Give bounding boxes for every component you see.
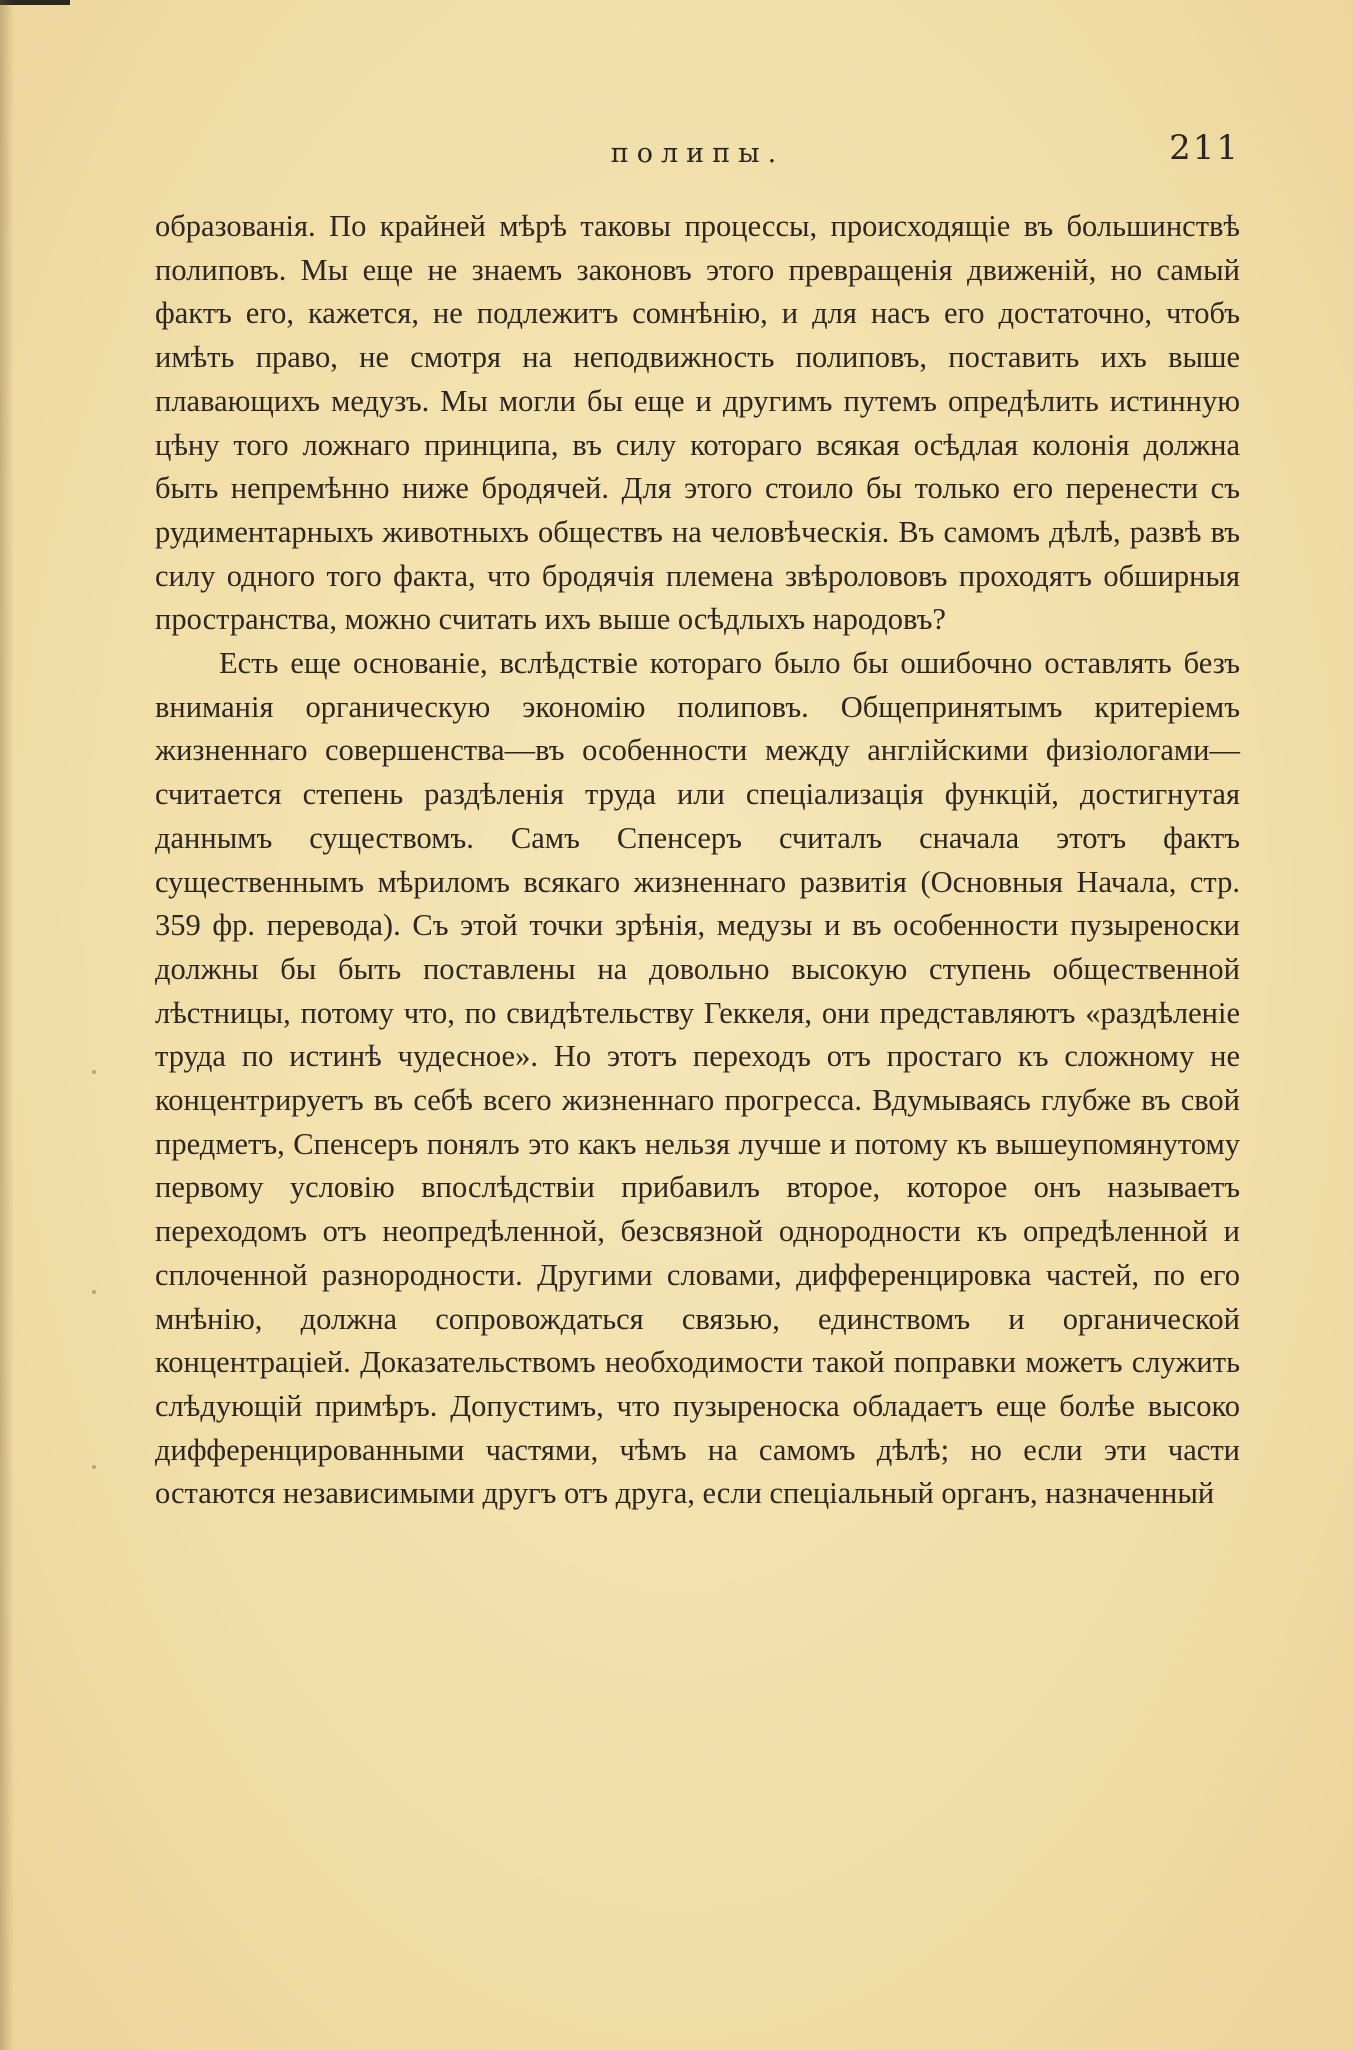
paper-speck bbox=[92, 1290, 96, 1294]
paper-specks bbox=[92, 1070, 98, 1470]
body-text bbox=[155, 205, 1240, 1516]
paper-speck bbox=[92, 1070, 96, 1074]
running-header bbox=[155, 128, 1240, 178]
gutter-shadow bbox=[0, 0, 14, 2050]
paragraph-2: Есть еще основаніе, вслѣдствіе котораго было бы ошибочно оставлять безъ вниманія органическую экономію полиповъ. Общепринятымъ критеріемъ жизненнаго совершенства—въ особенности между англійскими физіологами—считается степень раздѣленія труда или спеціализація функцій, достигнутая даннымъ существомъ. Самъ Спенсеръ считалъ сначала этотъ фактъ существеннымъ мѣриломъ всякаго жизненнаго развитія (Основныя Начала, стр. 359 фр. перевода). Съ этой точки зрѣнія, медузы и въ особенности пузыреноски должны бы быть поставлены на довольно высокую ступень общественной лѣстницы, потому что, по свидѣтельству Геккеля, они представляютъ «раздѣленіе труда по истинѣ чудесное». Но этотъ переходъ отъ простаго къ сложному не концентрируетъ въ себѣ всего жизненнаго прогресса. Вдумываясь глубже въ свой предметъ, Спенсеръ понялъ это какъ нельзя лучше и потому къ вышеупомянутому первому условію впослѣдствіи прибавилъ второе, которое онъ называетъ переходомъ отъ неопредѣленной, безсвязной однородности къ опредѣленной и сплоченной разнородности. Другими словами, дифференцировка частей, по его мнѣнію, должна сопровождаться связью, единствомъ и органической концентраціей. Доказательствомъ необходимости такой поправки можетъ служить слѣдующій примѣръ. Допустимъ, что пузыреноска обладаетъ еще болѣе высоко дифференцированными частями, чѣмъ на самомъ дѣлѣ; но если эти части остаются независимыми другъ отъ друга, если спеціальный органъ, назначенный bbox=[155, 646, 1240, 1511]
running-title: полипы. bbox=[610, 138, 785, 169]
paper-speck bbox=[92, 1465, 96, 1469]
paragraph-1: образованія. По крайней мѣрѣ таковы процессы, происходящіе въ большинствѣ полиповъ. Мы еще не знаемъ законовъ этого превращенія движеній, но самый фактъ его, кажется, не подлежитъ сомнѣнію, и для насъ его достаточно, чтобъ имѣть право, не смотря на неподвижность полиповъ, поставить ихъ выше плавающихъ медузъ. Мы могли бы еще и другимъ путемъ опредѣлить истинную цѣну того ложнаго принципа, въ силу котораго всякая осѣдлая колонія должна быть непремѣнно ниже бродячей. Для этого стоило бы только его перенести съ рудиментарныхъ животныхъ обществъ на человѣческія. Въ самомъ дѣлѣ, развѣ въ силу одного того факта, что бродячія племена звѣролововъ проходятъ обширныя пространства, можно считать ихъ выше осѣдлыхъ народовъ? bbox=[155, 209, 1240, 637]
page-number: 211 bbox=[1169, 128, 1240, 168]
